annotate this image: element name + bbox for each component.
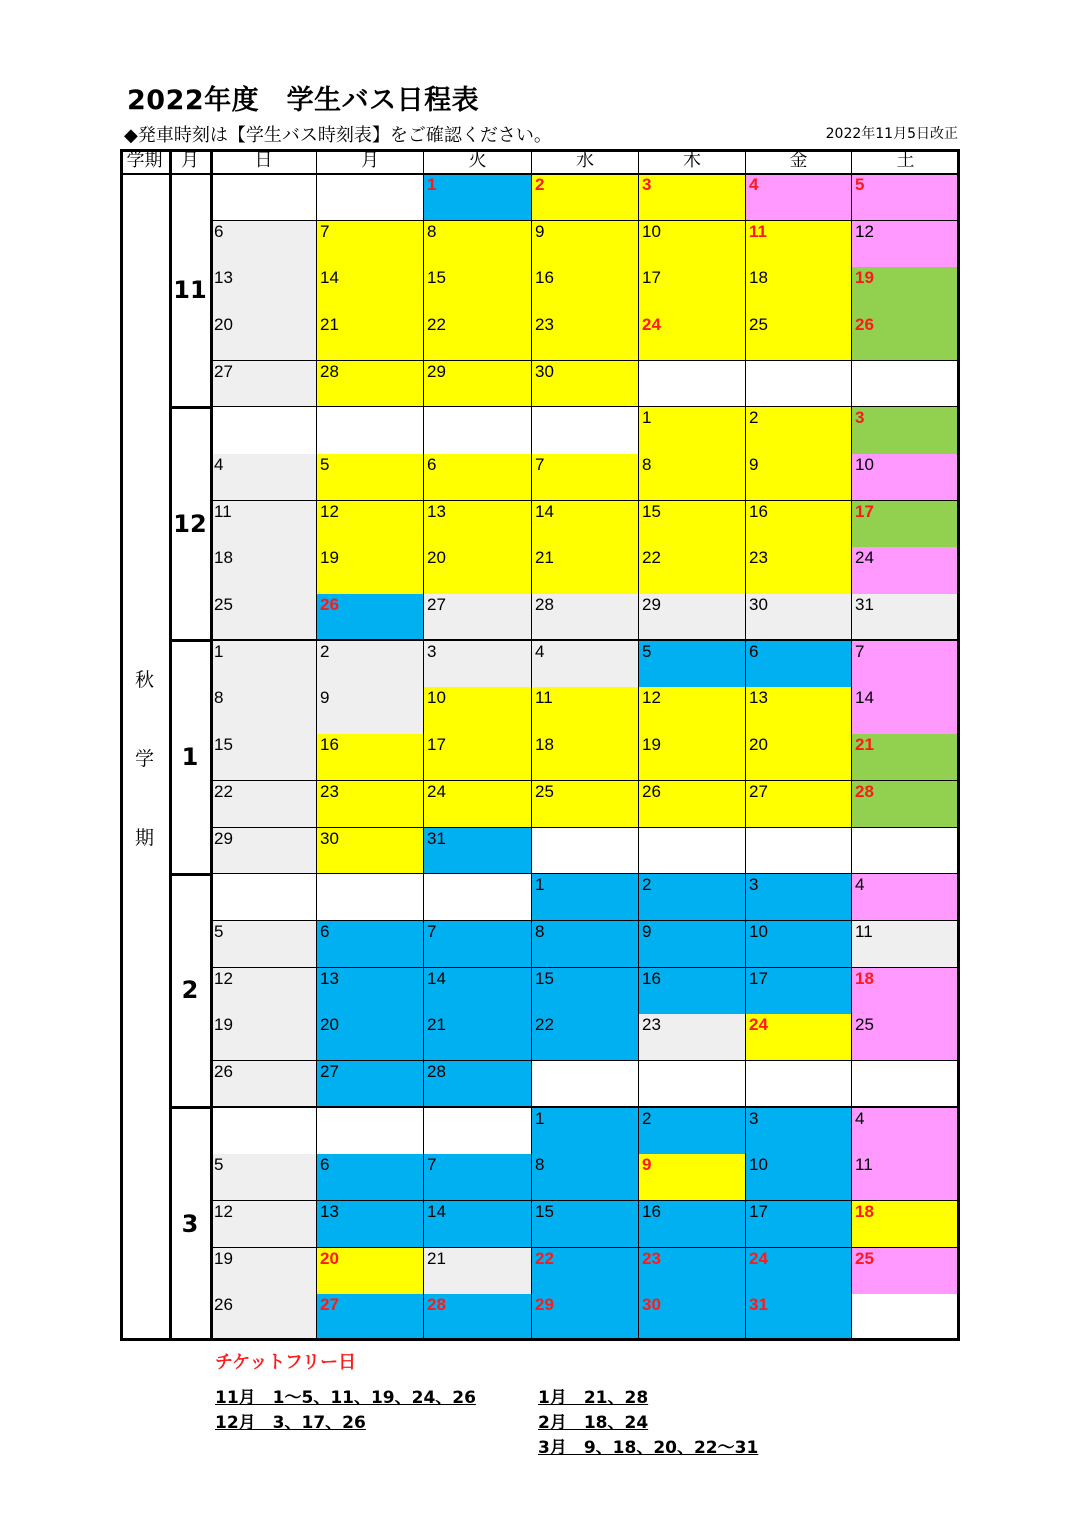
day-cell: 18 [532,734,639,781]
term-char: 期 [134,826,154,849]
day-cell: 13 [211,267,317,314]
ticket-free-days-title: チケットフリー日 [215,1352,357,1373]
day-cell: 4 [746,174,852,221]
day-cell: 18 [852,1201,960,1248]
day-cell: 23 [746,547,852,594]
day-cell: 6 [317,921,424,968]
day-cell: 22 [532,1014,639,1061]
day-cell: 24 [746,1014,852,1061]
ticket-free-days-line: 12月 3、17、26 [215,1413,366,1433]
day-cell: 7 [424,921,532,968]
ticket-free-days-line: 2月 18、24 [538,1413,649,1433]
day-cell: 14 [532,501,639,548]
day-cell: 29 [424,361,532,408]
day-cell: 8 [211,687,317,734]
day-cell: 27 [424,594,532,641]
day-cell: 31 [746,1294,852,1341]
day-cell: 5 [211,921,317,968]
term-char: 学 [134,747,154,770]
day-cell: 9 [639,1154,746,1201]
day-cell: 28 [852,781,960,828]
day-cell: 29 [532,1294,639,1341]
day-cell: 25 [852,1248,960,1295]
day-cell: 17 [424,734,532,781]
day-cell: 11 [746,221,852,268]
day-cell: 28 [424,1294,532,1341]
day-cell: 24 [639,314,746,361]
day-cell: 14 [852,687,960,734]
column-divider [210,149,213,1341]
day-cell: 16 [639,1201,746,1248]
day-cell: 27 [746,781,852,828]
day-cell: 30 [746,594,852,641]
day-cell: 27 [211,361,317,408]
day-cell: 16 [746,501,852,548]
day-cell: 18 [211,547,317,594]
day-cell [746,361,852,408]
day-cell [211,1108,317,1155]
day-cell: 21 [424,1248,532,1295]
day-cell: 8 [532,921,639,968]
day-cell: 19 [211,1014,317,1061]
day-cell: 11 [532,687,639,734]
day-cell: 6 [211,221,317,268]
day-cell: 12 [317,501,424,548]
day-cell: 20 [424,547,532,594]
day-cell: 22 [424,314,532,361]
day-cell: 4 [852,1108,960,1155]
month-label: 3 [170,1108,211,1341]
day-cell: 14 [424,1201,532,1248]
header-divider [120,173,960,175]
day-cell [317,874,424,921]
day-cell: 30 [532,361,639,408]
day-cell [639,828,746,875]
day-cell: 8 [639,454,746,501]
day-cell [852,1061,960,1108]
page-title: 2022年度 学生バス日程表 [127,85,480,116]
day-cell [317,1108,424,1155]
day-cell: 13 [746,687,852,734]
day-cell: 3 [424,641,532,688]
ticket-free-days-line: 3月 9、18、20、22～31 [538,1438,759,1458]
day-cell: 23 [639,1248,746,1295]
day-cell [639,1061,746,1108]
day-cell: 17 [639,267,746,314]
day-cell: 28 [424,1061,532,1108]
header-weekday: 水 [532,149,639,174]
day-cell: 2 [746,407,852,454]
day-cell: 26 [317,594,424,641]
day-cell: 2 [317,641,424,688]
day-cell: 11 [211,501,317,548]
day-cell: 28 [317,361,424,408]
day-cell: 25 [211,594,317,641]
day-cell [424,1108,532,1155]
ticket-free-days-line: 1月 21、28 [538,1388,649,1408]
day-cell: 8 [532,1154,639,1201]
day-cell: 2 [532,174,639,221]
day-cell: 18 [852,968,960,1015]
day-cell: 1 [532,1108,639,1155]
day-cell: 30 [317,828,424,875]
day-cell: 16 [317,734,424,781]
day-cell: 5 [317,454,424,501]
day-cell: 23 [639,1014,746,1061]
day-cell [211,874,317,921]
day-cell: 7 [424,1154,532,1201]
header-weekday: 火 [424,149,532,174]
day-cell: 6 [746,641,852,688]
day-cell: 15 [211,734,317,781]
day-cell: 26 [852,314,960,361]
day-cell: 22 [211,781,317,828]
header-weekday: 木 [639,149,746,174]
header-weekday: 金 [746,149,852,174]
day-cell: 21 [317,314,424,361]
day-cell: 26 [211,1294,317,1341]
day-cell: 3 [746,874,852,921]
day-cell: 6 [317,1154,424,1201]
day-cell: 11 [852,921,960,968]
day-cell: 2 [639,874,746,921]
day-cell: 5 [639,641,746,688]
month-label: 1 [170,641,211,874]
day-cell: 10 [746,921,852,968]
day-cell [532,407,639,454]
day-cell: 27 [317,1294,424,1341]
day-cell: 20 [211,314,317,361]
day-cell: 5 [211,1154,317,1201]
day-cell: 8 [424,221,532,268]
day-cell: 20 [317,1248,424,1295]
day-cell [852,828,960,875]
bus-schedule-calendar [120,149,960,1341]
day-cell: 26 [639,781,746,828]
day-cell: 1 [424,174,532,221]
day-cell: 23 [532,314,639,361]
day-cell [532,828,639,875]
day-cell: 20 [746,734,852,781]
day-cell: 22 [639,547,746,594]
day-cell: 14 [317,267,424,314]
day-cell: 10 [852,454,960,501]
day-cell [852,361,960,408]
day-cell: 10 [424,687,532,734]
day-cell: 25 [852,1014,960,1061]
day-cell: 29 [211,828,317,875]
day-cell: 16 [639,968,746,1015]
day-cell: 24 [852,547,960,594]
header-term: 学期 [120,149,170,174]
day-cell [639,361,746,408]
day-cell: 16 [532,267,639,314]
day-cell: 13 [424,501,532,548]
day-cell: 21 [852,734,960,781]
day-cell: 26 [211,1061,317,1108]
day-cell: 19 [639,734,746,781]
day-cell: 21 [532,547,639,594]
day-cell: 12 [211,1201,317,1248]
day-cell: 9 [639,921,746,968]
day-cell: 3 [746,1108,852,1155]
revision-date: 2022年11月5日改正 [825,126,958,142]
day-cell: 3 [852,407,960,454]
ticket-free-days-line: 11月 1～5、11、19、24、26 [215,1388,476,1408]
day-cell: 13 [317,1201,424,1248]
day-cell [211,407,317,454]
day-cell: 1 [211,641,317,688]
day-cell: 4 [211,454,317,501]
day-cell [317,407,424,454]
day-cell: 19 [211,1248,317,1295]
day-cell: 9 [746,454,852,501]
day-cell: 9 [532,221,639,268]
day-cell: 17 [852,501,960,548]
header-weekday: 月 [317,149,424,174]
day-cell: 30 [639,1294,746,1341]
day-cell: 19 [317,547,424,594]
day-cell: 25 [746,314,852,361]
day-cell: 13 [317,968,424,1015]
day-cell [746,828,852,875]
day-cell: 21 [424,1014,532,1061]
term-label [120,174,170,1341]
day-cell: 12 [211,968,317,1015]
day-cell: 10 [746,1154,852,1201]
month-label: 2 [170,874,211,1107]
day-cell: 5 [852,174,960,221]
timetable-note: ◆発車時刻は【学生バス時刻表】をご確認ください。 [124,125,552,146]
month-label: 12 [170,407,211,640]
day-cell: 1 [639,407,746,454]
day-cell [424,407,532,454]
day-cell: 28 [532,594,639,641]
day-cell: 7 [852,641,960,688]
day-cell: 9 [317,687,424,734]
day-cell: 12 [852,221,960,268]
day-cell [424,874,532,921]
column-divider [169,149,172,1341]
day-cell: 15 [532,1201,639,1248]
day-cell: 19 [852,267,960,314]
day-cell: 12 [639,687,746,734]
day-cell: 17 [746,968,852,1015]
day-cell [317,174,424,221]
day-cell: 31 [424,828,532,875]
day-cell: 7 [317,221,424,268]
day-cell: 1 [532,874,639,921]
day-cell: 3 [639,174,746,221]
day-cell [852,1294,960,1341]
day-cell: 4 [852,874,960,921]
day-cell: 11 [852,1154,960,1201]
header-weekday: 日 [211,149,317,174]
day-cell: 17 [746,1201,852,1248]
day-cell: 29 [639,594,746,641]
day-cell: 15 [424,267,532,314]
day-cell: 20 [317,1014,424,1061]
day-cell: 15 [532,968,639,1015]
month-label: 11 [170,174,211,407]
day-cell: 4 [532,641,639,688]
day-cell: 10 [639,221,746,268]
day-cell: 2 [639,1108,746,1155]
header-month: 月 [170,149,211,174]
header-weekday: 土 [852,149,960,174]
day-cell: 24 [746,1248,852,1295]
day-cell: 27 [317,1061,424,1108]
day-cell: 7 [532,454,639,501]
day-cell: 14 [424,968,532,1015]
day-cell: 25 [532,781,639,828]
term-char: 秋 [134,668,154,691]
day-cell [532,1061,639,1108]
day-cell: 18 [746,267,852,314]
day-cell: 15 [639,501,746,548]
day-cell: 23 [317,781,424,828]
day-cell: 22 [532,1248,639,1295]
day-cell: 31 [852,594,960,641]
day-cell: 6 [424,454,532,501]
day-cell [211,174,317,221]
day-cell: 24 [424,781,532,828]
day-cell [746,1061,852,1108]
